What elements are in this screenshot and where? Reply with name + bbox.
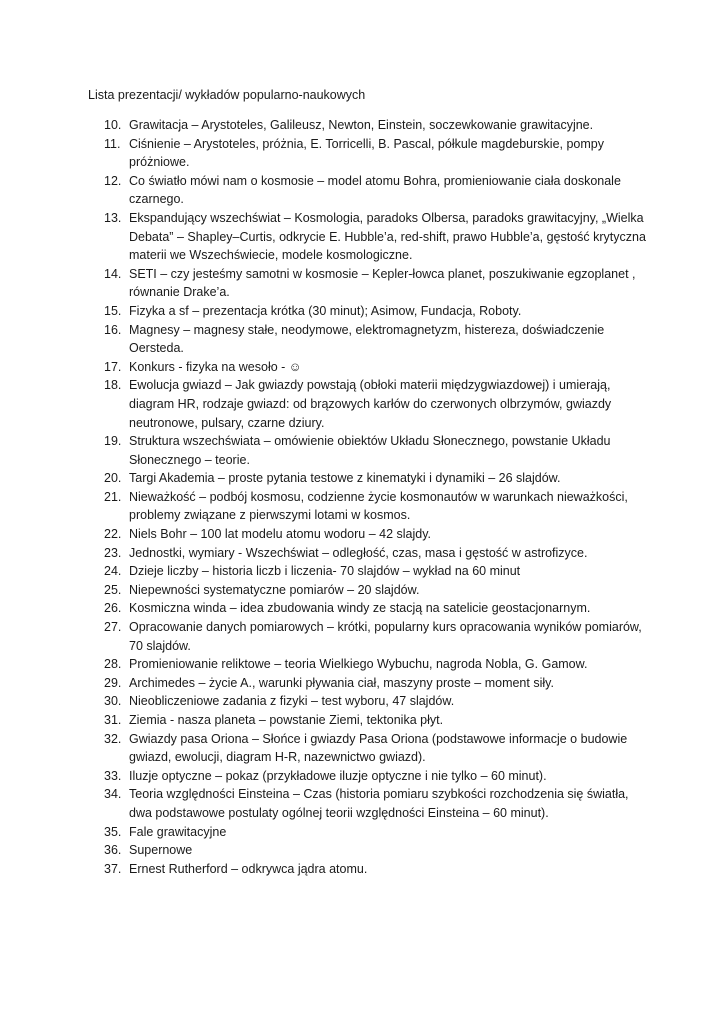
list-item-text: Fizyka a sf – prezentacja krótka (30 minut); Asimow, Fundacja, Roboty. xyxy=(129,303,522,318)
list-item-text: Fale grawitacyjne xyxy=(129,824,227,839)
list-item xyxy=(104,116,649,135)
list-item xyxy=(104,172,649,209)
list-item-text: Ziemia - nasza planeta – powstanie Ziemi, tektonika płyt. xyxy=(129,713,444,727)
list-item-text: Grawitacja – Arystoteles, Galileusz, Newton, Einstein, soczewkowanie grawitacyjne. xyxy=(129,118,594,132)
list-item-number: 24. xyxy=(104,564,122,579)
list-item-number: 18. xyxy=(104,378,122,393)
list-item xyxy=(104,302,649,321)
list-item-text: Niepewności systematyczne pomiarów – 20 slajdów. xyxy=(129,582,420,597)
list-item-number: 22. xyxy=(104,527,122,542)
list-item-number: 26. xyxy=(104,601,122,616)
list-item xyxy=(104,562,649,581)
list-item xyxy=(104,841,649,860)
list-item-number: 30. xyxy=(104,694,122,709)
list-item xyxy=(104,432,649,469)
list-item-number: 27. xyxy=(104,620,122,635)
list-item-text: Konkurs - fizyka na wesoło - ☺ xyxy=(129,359,302,374)
list-item-number: 37. xyxy=(104,861,122,876)
list-item xyxy=(104,321,649,358)
list-item-number: 13. xyxy=(104,210,122,225)
list-item xyxy=(104,618,649,655)
list-item-text: Opracowanie danych pomiarowych – krótki, popularny kurs opracowania wyników pomiarów, 70 slajdów. xyxy=(129,620,642,653)
list-item-text: Nieobliczeniowe zadania z fizyki – test wyboru, 47 slajdów. xyxy=(129,694,455,709)
document-title: Lista prezentacji/ wykładów popularno-naukowych xyxy=(88,88,366,102)
list-item-text: Teoria względności Einsteina – Czas (historia pomiaru szybkości rozchodzenia się światła, dwa podstawowe postulaty ogólnej teorii względności Einsteina – 60 minut). xyxy=(129,787,629,820)
list-item xyxy=(104,135,649,172)
list-item-text: Dzieje liczby – historia liczb i liczenia- 70 slajdów – wykład na 60 minut xyxy=(129,564,521,579)
list-item xyxy=(104,823,649,842)
list-item-text: Co światło mówi nam o kosmosie – model atomu Bohra, promieniowanie ciała doskonale czarnego. xyxy=(129,173,621,207)
list-item xyxy=(104,655,649,674)
list-item xyxy=(104,860,649,879)
list-item-number: 23. xyxy=(104,545,122,560)
list-item xyxy=(104,767,649,786)
list-item-text: Ciśnienie – Arystoteles, próżnia, E. Torricelli, B. Pascal, półkule magdeburskie, pompy próżniowe. xyxy=(129,136,604,170)
list-item-text: Targi Akademia – proste pytania testowe z kinematyki i dynamiki – 26 slajdów. xyxy=(129,471,561,486)
list-item-text: Niels Bohr – 100 lat modelu atomu wodoru – 42 slajdy. xyxy=(129,527,432,542)
list-item xyxy=(104,544,649,563)
list-item xyxy=(104,358,649,377)
list-item-text: Ernest Rutherford – odkrywca jądra atomu. xyxy=(129,861,368,876)
list-item-text: Magnesy – magnesy stałe, neodymowe, elektromagnetyzm, histereza, doświadczenie Oersteda. xyxy=(129,322,605,356)
list-item-text: Kosmiczna winda – idea zbudowania windy ze stacją na satelicie geostacjonarnym. xyxy=(129,601,591,616)
list-item-number: 25. xyxy=(104,582,122,597)
list-item xyxy=(104,711,649,730)
list-item-text: Archimedes – życie A., warunki pływania ciał, maszyny proste – moment siły. xyxy=(129,675,554,690)
list-item-number: 33. xyxy=(104,768,122,783)
list-item-number: 34. xyxy=(104,787,122,802)
list-item-number: 36. xyxy=(104,843,122,858)
list-item-number: 12. xyxy=(104,173,122,188)
list-item-number: 32. xyxy=(104,731,122,746)
list-item-number: 10. xyxy=(104,118,122,132)
list-item xyxy=(104,209,649,265)
list-item-text: Ewolucja gwiazd – Jak gwiazdy powstają (obłoki materii międzygwiazdowej) i umierają, diagram HR, rodzaje gwiazd: od brązowych karłów do czerwonych olbrzymów, gwiazdy neutronowe, pulsary, czarne dziury. xyxy=(129,378,612,430)
list-item-text: Nieważkość – podbój kosmosu, codzienne życie kosmonautów w warunkach nieważkości, problemy związane z pierwszymi lotami w kosmos. xyxy=(129,489,628,523)
list-item-number: 28. xyxy=(104,657,122,672)
lecture-list xyxy=(104,116,649,878)
list-item xyxy=(104,785,649,822)
list-item xyxy=(104,265,649,302)
list-item xyxy=(104,674,649,693)
list-item xyxy=(104,581,649,600)
list-item xyxy=(104,376,649,432)
list-item-text: Gwiazdy pasa Oriona – Słońce i gwiazdy Pasa Oriona (podstawowe informacje o budowie gwiazd, ewolucji, diagram H-R, nazewnictwo gwiazd). xyxy=(129,731,628,765)
list-item-number: 11. xyxy=(104,136,121,151)
list-item-text: Struktura wszechświata – omówienie obiektów Układu Słonecznego, powstanie Układu Słonecznego – teorie. xyxy=(129,434,611,467)
list-item-text: Iluzje optyczne – pokaz (przykładowe iluzje optyczne i nie tylko – 60 minut). xyxy=(129,768,547,783)
list-item-number: 21. xyxy=(104,489,122,504)
list-item-text: Ekspandujący wszechświat – Kosmologia, paradoks Olbersa, paradoks grawitacyjny, „Wielka Debata” – Shapley–Curtis, odkrycie E. Hubble’a, red-shift, prawo Hubble’a, gęstość krytyczna materii we Wszechświecie, modele kosmologiczne. xyxy=(129,210,646,263)
list-item xyxy=(104,692,649,711)
list-item-number: 35. xyxy=(104,824,122,839)
list-item xyxy=(104,730,649,767)
list-item-number: 15. xyxy=(104,303,122,318)
list-item xyxy=(104,469,649,488)
list-item-text: Jednostki, wymiary - Wszechświat – odległość, czas, masa i gęstość w astrofizyce. xyxy=(129,545,588,560)
list-item-number: 29. xyxy=(104,675,122,690)
list-item-number: 20. xyxy=(104,471,122,486)
list-item-text: Promieniowanie reliktowe – teoria Wielkiego Wybuchu, nagroda Nobla, G. Gamow. xyxy=(129,657,588,672)
list-item-number: 17. xyxy=(104,359,122,374)
list-item-number: 31. xyxy=(104,713,122,727)
list-item-text: SETI – czy jesteśmy samotni w kosmosie – Kepler-łowca planet, poszukiwanie egzoplanet , równanie Drake’a. xyxy=(129,266,636,300)
list-item-number: 19. xyxy=(104,434,122,449)
list-item-number: 14. xyxy=(104,266,122,281)
list-item xyxy=(104,525,649,544)
list-item xyxy=(104,599,649,618)
list-item-text: Supernowe xyxy=(129,843,193,858)
list-item-number: 16. xyxy=(104,322,122,337)
list-item xyxy=(104,488,649,525)
